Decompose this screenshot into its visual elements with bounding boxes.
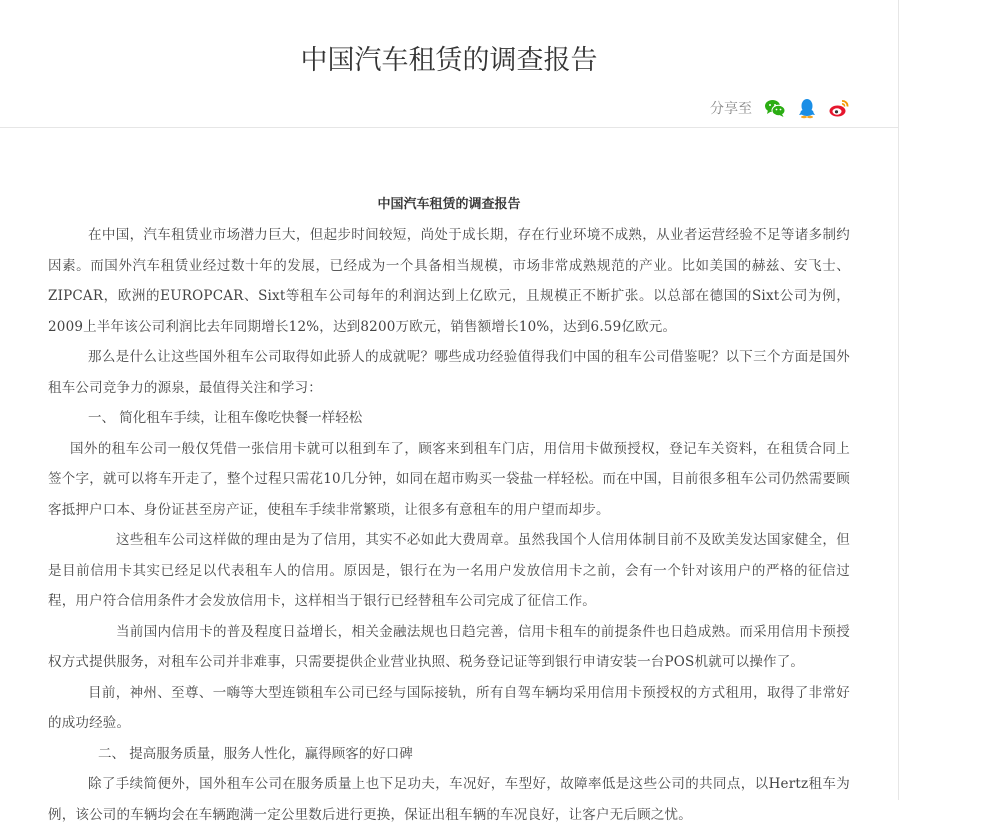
section-heading: 一、 简化租车手续，让租车像吃快餐一样轻松 [88,410,363,426]
page-title: 中国汽车租赁的调查报告 [300,45,598,76]
wechat-icon[interactable] [764,97,786,119]
paragraph: 这些租车公司这样做的理由是为了信用，其实不必如此大费周章。虽然我国个人信用体制目前不及欧美发达国家健全，但是目前信用卡其实已经足以代表租车人的信用。原因是，银行在为一名用户发放信用卡之前，会有一个针对该用户的严格的征信过程，用户符合信用条件才会发放信用卡，这样相当于银行已经替租车公司完成了征信工作。 [48,532,850,609]
weibo-icon[interactable] [828,97,850,119]
paragraph: 在中国，汽车租赁业市场潜力巨大，但起步时间较短，尚处于成长期，存在行业环境不成熟，从业者运营经验不足等诸多制约因素。而国外汽车租赁业经过数十年的发展，已经成为一个具备相当规模，市场非常成熟规范的产业。比如美国的赫兹、安飞士、ZIPCAR，欧洲的EUROPCAR、Sixt等租车公司每年的利润达到上亿欧元，且规模正不断扩张。以总部在德国的Sixt公司为例，2009上半年该公司利润比去年同期增长12%，达到8200万欧元，销售额增长10%，达到6.59亿欧元。 [48,227,850,335]
paragraph: 除了手续简便外，国外租车公司在服务质量上也下足功夫，车况好，车型好，故障率低是这些公司的共同点，以Hertz租车为例，该公司的车辆均会在车辆跑满一定公里数后进行更换，保证出租车辆的车况良好，让客户无后顾之忧。 [48,776,850,823]
share-bar [710,97,850,119]
share-label: 分享至 [710,101,752,117]
paragraph: 那么是什么让这些国外租车公司取得如此骄人的成就呢？哪些成功经验值得我们中国的租车公司借鉴呢？以下三个方面是国外租车公司竞争力的源泉，最值得关注和学习： [48,349,850,396]
paragraph: 当前国内信用卡的普及程度日益增长，相关金融法规也日趋完善，信用卡租车的前提条件也日趋成熟。而采用信用卡预授权方式提供服务，对租车公司并非难事，只需要提供企业营业执照、税务登记证等到银行申请安装一台POS机就可以操作了。 [48,623,850,670]
article-title: 中国汽车租赁的调查报告 [377,197,521,212]
paragraph: 目前，神州、至尊、一嗨等大型连锁租车公司已经与国际接轨，所有自驾车辆均采用信用卡预授权的方式租用，取得了非常好的成功经验。 [48,684,850,731]
qq-icon[interactable] [796,97,818,119]
paragraph: 国外的租车公司一般仅凭借一张信用卡就可以租到车了，顾客来到租车门店，用信用卡做预授权，登记车关资料，在租赁合同上签个字，就可以将车开走了，整个过程只需花10几分钟，如同在超市购买一袋盐一样轻松。而在中国，目前很多租车公司仍然需要顾客抵押户口本、身份证甚至房产证，使租车手续非常繁琐，让很多有意租车的用户望而却步。 [48,440,850,518]
article-body [48,190,850,830]
article-header [0,0,898,128]
section-heading: 二、 提高服务质量，服务人性化，赢得顾客的好口碑 [98,745,413,762]
